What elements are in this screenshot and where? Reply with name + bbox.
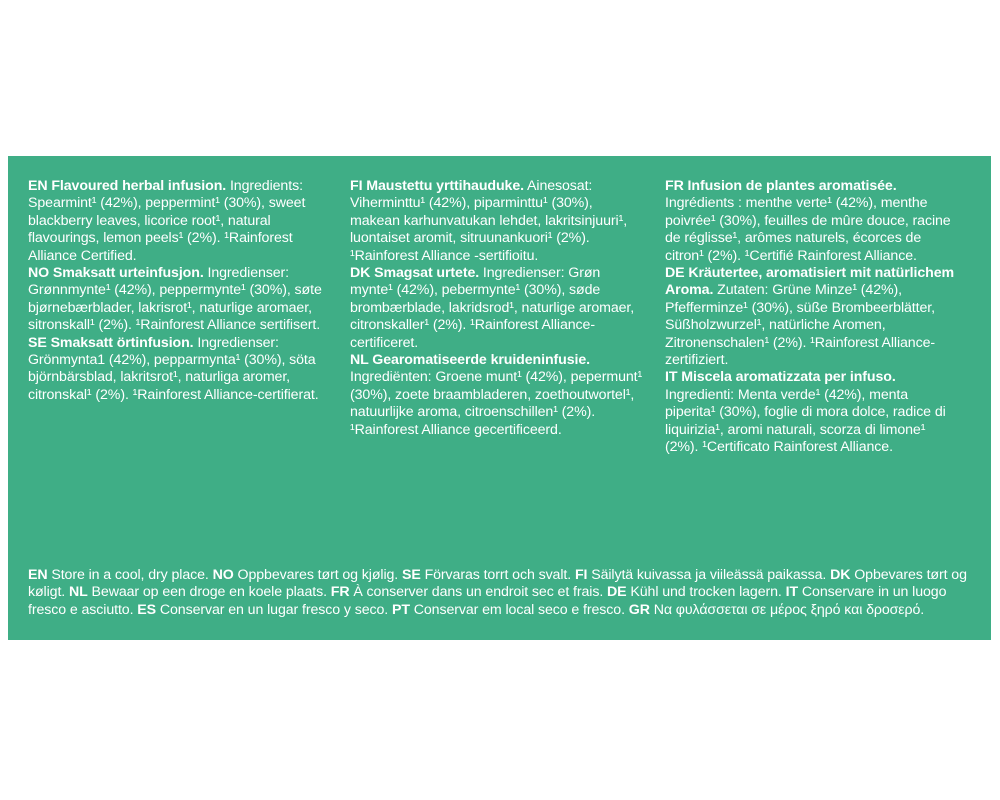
block-heading: FI Maustettu yrttihauduke. (350, 178, 524, 194)
block-heading: NO Smaksatt urteinfusjon. (28, 265, 204, 282)
block-text: Ingredienser: Grøn mynte¹ (42%), pebermynte¹ (30%), søde brombærblade, lakridsrod¹, naturlige aromaer, citronskaller¹ (2%). ¹Rainforest Alliance-certificeret. (350, 265, 635, 351)
ingredients-en (28, 178, 323, 265)
ingredients-se (28, 335, 323, 405)
ingredients-de (665, 265, 960, 369)
block-text: Ingredienser: Grønnmynte¹ (42%), peppermynte¹ (30%), søte bjørnebærblader, lakrisrot¹, naturlige aromaer, sitronskall¹ (2%). ¹Rainforest Alliance sertifisert. (28, 265, 322, 334)
storage-text: Conservare in un luogo fresco e asciutto. (28, 584, 947, 618)
block-heading: IT Miscela aromatizzata per infuso. (665, 369, 896, 386)
lang-code: ES (137, 601, 157, 618)
column-left (28, 178, 323, 404)
lang-code: NO (212, 567, 234, 583)
ingredients-panel (8, 156, 991, 640)
ingredients-dk (350, 265, 645, 352)
block-heading: EN Flavoured herbal infusion. (28, 178, 227, 194)
column-middle (350, 178, 645, 439)
storage-text: Store in a cool, dry place. (47, 567, 213, 583)
storage-text: À conserver dans un endroit sec et frais. (349, 584, 608, 601)
storage-text: Kühl und trocken lagern. (626, 584, 786, 601)
storage-instructions (28, 567, 978, 619)
lang-code: FI (574, 567, 588, 583)
ingredients-nl (350, 352, 645, 439)
block-heading: FR Infusion de plantes aromatisée. (665, 178, 897, 194)
block-text: Ingredients: Spearmint¹ (42%), peppermint¹ (30%), sweet blackberry leaves, licorice root¹, natural flavourings, lemon peels¹ (2%). ¹Rainforest Alliance Certified. (28, 178, 306, 264)
lang-code: DE (607, 584, 627, 601)
block-heading: SE Smaksatt örtinfusion. (28, 334, 194, 351)
block-heading: NL Gearomatiseerde kruideninfusie. (350, 352, 590, 369)
ingredients-no (28, 265, 323, 335)
lang-code: PT (391, 601, 410, 618)
storage-text: Bewaar op een droge en koele plaats. (87, 584, 331, 601)
ingredients-fi (350, 178, 645, 265)
block-text: Ingrediënten: Groene munt¹ (42%), pepermunt¹ (30%), zoete braambladeren, zoethoutwortel¹, natuurlijke aroma, citroenschillen¹ (2%). ¹Rainforest Alliance gecertificeerd. (350, 369, 643, 438)
block-heading: DK Smagsat urtete. (350, 265, 480, 282)
lang-code: DK (830, 567, 851, 583)
storage-text: Säilytä kuivassa ja viileässä paikassa. (587, 567, 831, 583)
storage-text: Oppbevares tørt og kjølig. (233, 567, 402, 583)
storage-text: Conservar em local seco e fresco. (409, 601, 629, 618)
block-text: Ingredienti: Menta verde¹ (42%), menta piperita¹ (30%), foglie di mora dolce, radice di liquirizia¹, aromi naturali, scorza di limone¹ (2%). ¹Certificato Rainforest Alliance. (665, 386, 946, 456)
storage-text: Förvaras torrt och svalt. (420, 567, 575, 583)
block-text: Ingrédients : menthe verte¹ (42%), menthe poivrée¹ (30%), feuilles de mûre douce, racine de réglisse¹, arômes naturels, écorces de citron¹ (2%). ¹Certifié Rainforest Alliance. (665, 195, 951, 264)
column-right (665, 178, 960, 457)
lang-code: EN (28, 567, 48, 583)
block-text: Zutaten: Grüne Minze¹ (42%), Pfefferminze¹ (30%), süße Brombeerblätter, Süßholzwurzel¹, natürliche Aromen, Zitronenschalen¹ (2%). ¹Rainforest Alliance-zertifiziert. (665, 282, 936, 369)
block-text: Ainesosat: Viherminttu¹ (42%), piparminttu¹ (30%), makean karhunvatukan lehdet, lakritsinjuuri¹, luontaiset aromit, sitruunankuori¹ (2%). ¹Rainforest Alliance -sertifioitu. (350, 178, 628, 264)
ingredients-it (665, 369, 960, 456)
lang-code: IT (785, 584, 799, 601)
storage-text: Conservar en un lugar fresco y seco. (156, 601, 392, 618)
block-heading: DE Kräutertee, aromatisiert mit natürlichem Aroma. (665, 265, 954, 299)
storage-text: Opbevares tørt og køligt. (28, 567, 967, 601)
storage-text: Να φυλάσσεται σε μέρος ξηρό και δροσερό. (649, 601, 925, 618)
block-text: Ingredienser: Grönmynta1 (42%), pepparmynta¹ (30%), söta björnbärsblad, lakritsrot¹, naturliga aromer, citronskal¹ (2%). ¹Rainforest Alliance-certifierat. (28, 334, 319, 403)
lang-code: NL (68, 584, 88, 601)
lang-code: SE (402, 567, 421, 583)
lang-code: FR (330, 584, 350, 601)
ingredients-fr (665, 178, 960, 265)
lang-code: GR (628, 601, 650, 618)
